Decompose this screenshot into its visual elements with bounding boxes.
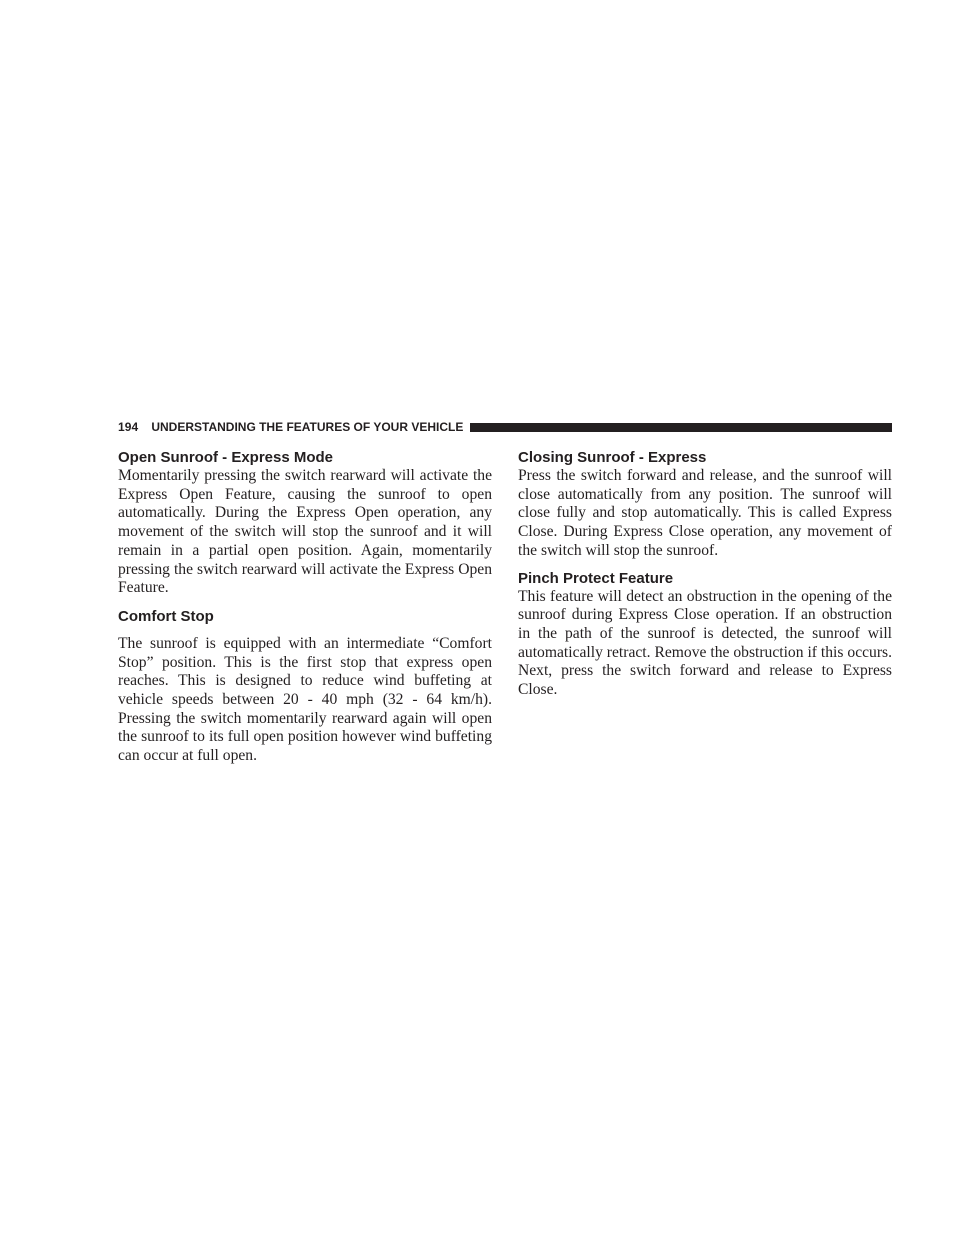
section-heading: Pinch Protect Feature — [518, 569, 674, 587]
section-heading: Comfort Stop — [118, 607, 214, 625]
header-rule — [470, 423, 892, 432]
section-open-sunroof-express — [118, 449, 492, 598]
section-comfort-stop — [118, 608, 492, 766]
section-body: The sunroof is equipped with an intermediate “Comfort Stop” position. This is the first stop that express open reaches. This is designed to reduce wind buffeting at vehicle speeds between 20 - 40 mph (32 - 64 km/h). Pressing the switch momentarily rearward again will open the sunroof to its full open position however wind buffeting can occur at full open. — [118, 634, 492, 765]
section-heading: Closing Sunroof - Express — [518, 449, 707, 466]
section-pinch-protect — [518, 570, 892, 700]
page-number: 194 — [118, 420, 139, 434]
section-body: This feature will detect an obstruction in the opening of the sunroof during Express Close operation. If an obstruction in the path of the sunroof is detected, the sunroof will automatically retract. Remove the obstruction if this occurs. Next, press the switch forward and release to Express Close. — [518, 587, 892, 699]
section-closing-sunroof-express — [518, 449, 892, 561]
page-header — [118, 419, 892, 435]
right-column — [518, 449, 892, 700]
left-column — [118, 449, 492, 766]
section-body: Press the switch forward and release, and the sunroof will close automatically from any position. The sunroof will close fully and stop automatically. This is called Express Close. During Express Close operation, any movement of the switch will stop the sunroof. — [518, 467, 892, 559]
chapter-title: UNDERSTANDING THE FEATURES OF YOUR VEHICLE — [151, 420, 464, 434]
section-body: Momentarily pressing the switch rearward will activate the Express Open Feature, causing the sunroof to open automatically. During the Express Open operation, any movement of the switch will stop the sunroof and it will remain in a partial open position. Again, momentarily pressing the switch rearward will activate the Express Open Feature. — [118, 467, 492, 597]
section-heading: Open Sunroof - Express Mode — [118, 449, 334, 466]
